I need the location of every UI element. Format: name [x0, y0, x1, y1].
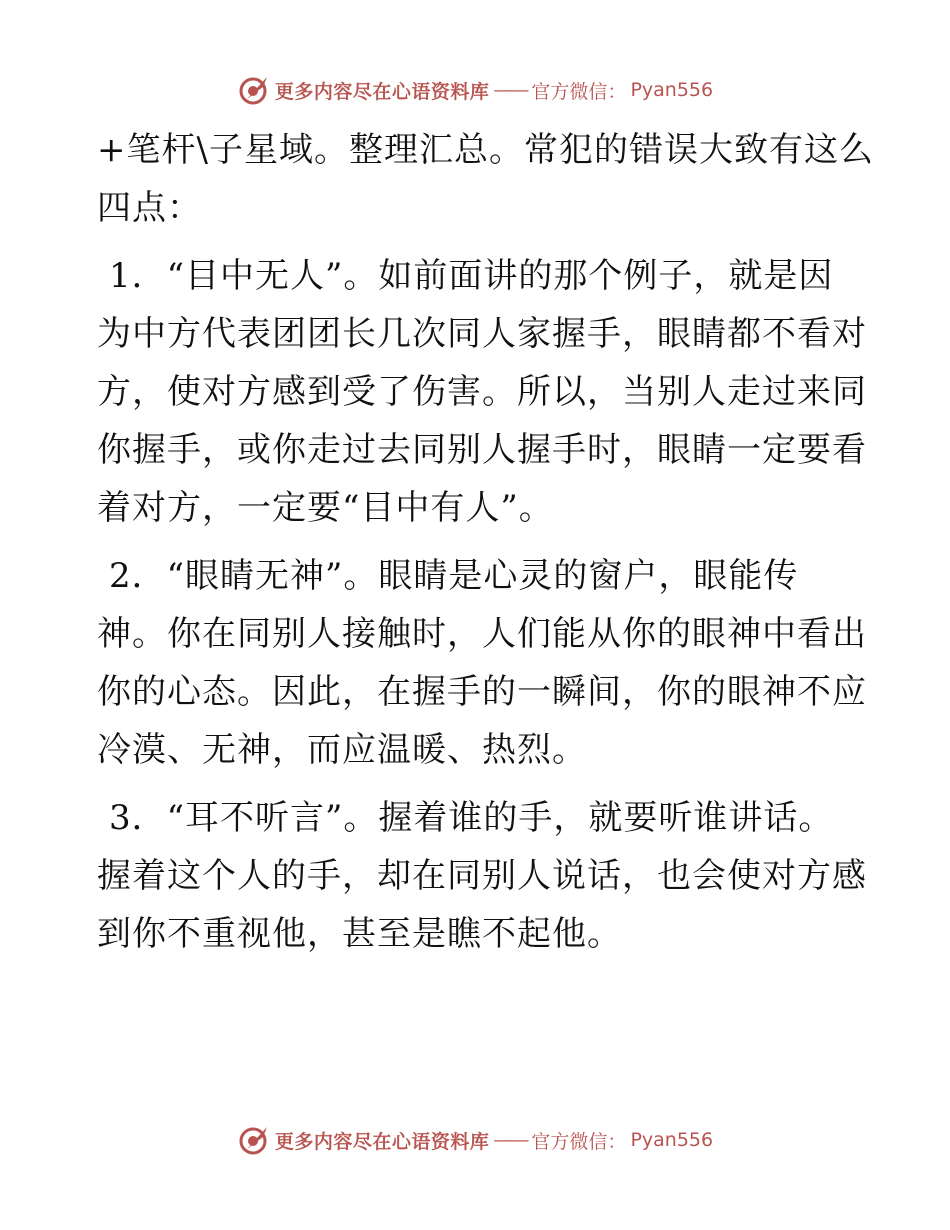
- text-line: 方，使对方感到受了伤害。所以，当别人走过来同: [97, 372, 867, 412]
- text-line: 3．“耳不听言”。握着谁的手，就要听谁讲话。: [109, 798, 834, 838]
- text-line: 冷漠、无神，而应温暖、热烈。: [97, 730, 587, 770]
- header-banner: [0, 70, 950, 110]
- banner-wechat-id: Pyan556: [630, 79, 714, 101]
- text-line: 你握手，或你走过去同别人握手时，眼睛一定要看: [97, 430, 867, 470]
- banner-label: 官方微信：: [531, 80, 627, 103]
- document-body: [97, 121, 874, 963]
- point-1-paragraph: [97, 247, 867, 537]
- banner-prefix: 更多内容尽在心语资料库: [274, 80, 490, 103]
- intro-paragraph: [97, 121, 874, 237]
- point-3-paragraph: [97, 789, 867, 963]
- quill-seal-icon: [237, 1123, 271, 1157]
- text-line: 1．“目中无人”。如前面讲的那个例子，就是因: [109, 256, 834, 296]
- point-2-paragraph: [97, 547, 867, 779]
- text-line: 握着这个人的手，却在同别人说话，也会使对方感: [97, 856, 867, 896]
- quill-seal-icon: [237, 73, 271, 107]
- banner-dash: ——: [493, 79, 528, 101]
- text-line: 到你不重视他，甚至是瞧不起他。: [97, 914, 622, 954]
- banner-prefix: 更多内容尽在心语资料库: [274, 1130, 490, 1153]
- banner-label: 官方微信：: [531, 1130, 627, 1153]
- footer-banner: [0, 1120, 950, 1160]
- text-line: 2．“眼睛无神”。眼睛是心灵的窗户，眼能传: [109, 556, 799, 596]
- text-line: 你的心态。因此，在握手的一瞬间，你的眼神不应: [97, 672, 867, 712]
- text-line: 着对方，一定要“目中有人”。: [97, 488, 554, 528]
- text-line: 四点：: [97, 188, 202, 228]
- banner-dash: ——: [493, 1129, 528, 1151]
- text-line: 为中方代表团团长几次同人家握手，眼睛都不看对: [97, 314, 867, 354]
- banner-wechat-id: Pyan556: [630, 1129, 714, 1151]
- text-line: 神。你在同别人接触时，人们能从你的眼神中看出: [97, 614, 867, 654]
- text-line: +笔杆\子星域。整理汇总。常犯的错误大致有这么: [97, 130, 874, 170]
